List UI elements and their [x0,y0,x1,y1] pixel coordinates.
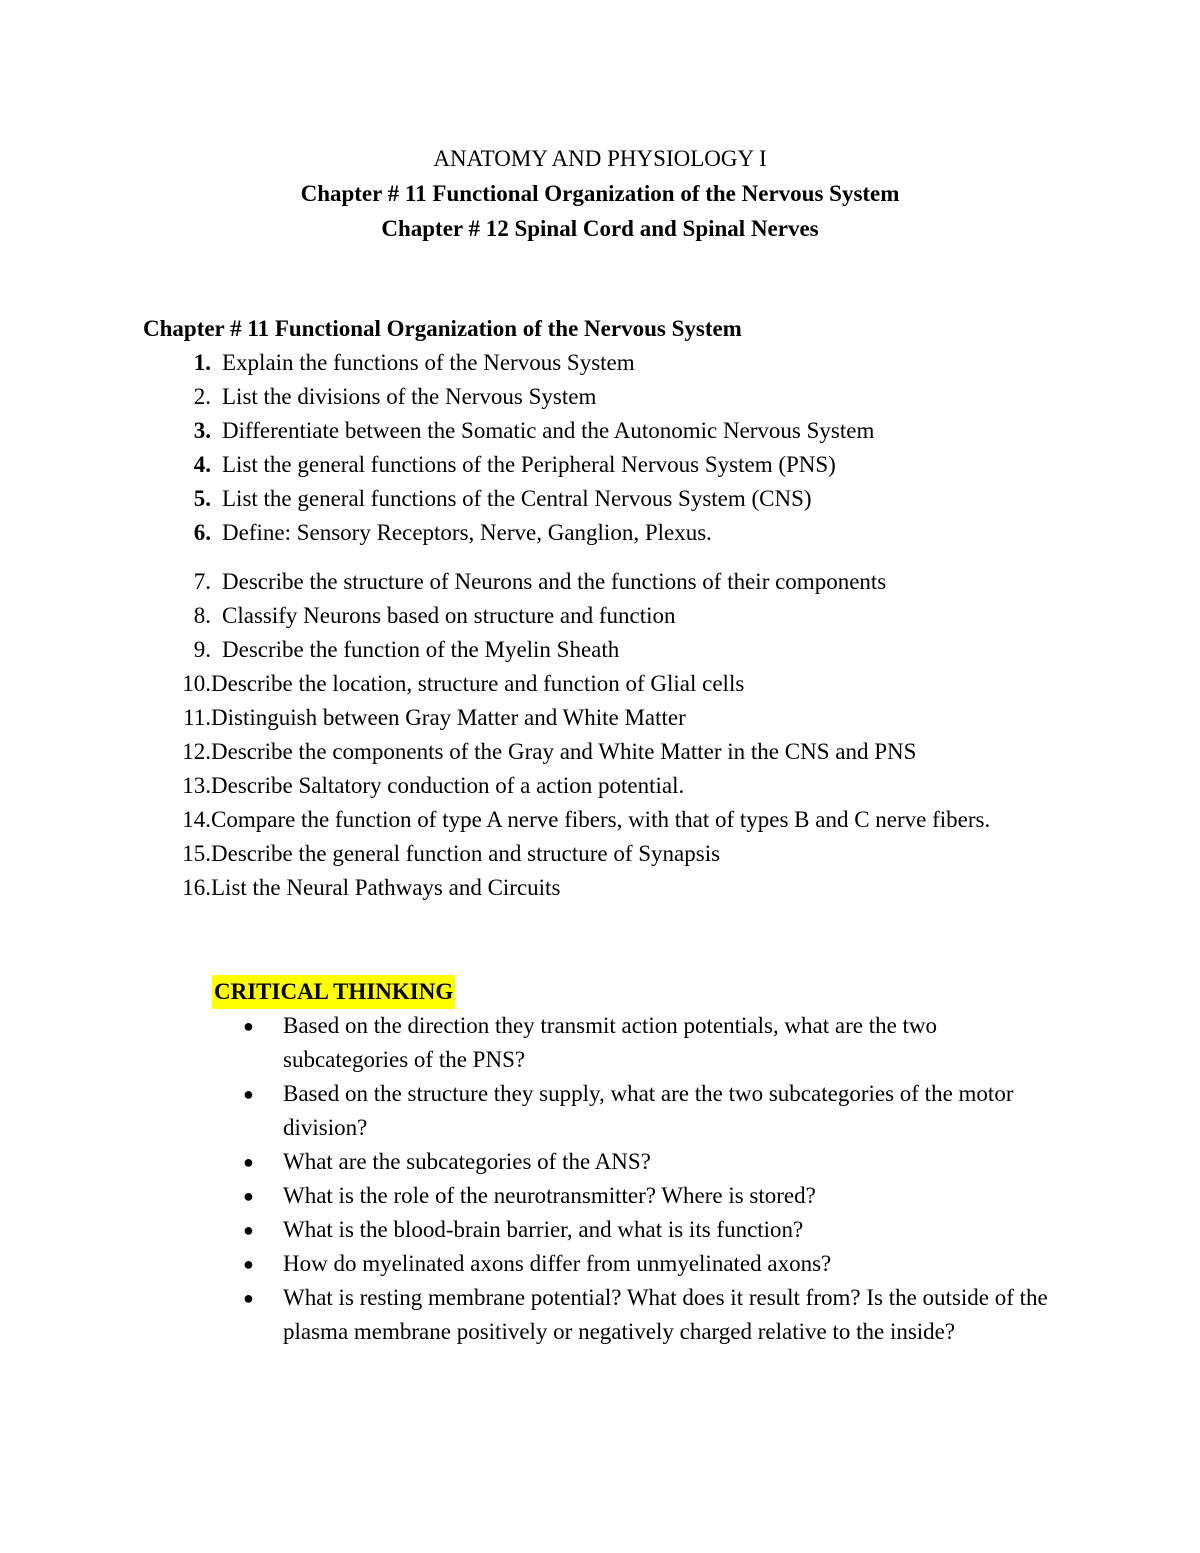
course-title: ANATOMY AND PHYSIOLOGY I [433,146,767,171]
objective-text: Explain the functions of the Nervous System [222,350,635,375]
bullet-icon: ● [243,1084,254,1104]
bullet-icon: ● [243,1186,254,1206]
objective-text: Compare the function of type A nerve fibers, with that of types B and C nerve fibers. [211,807,991,832]
objective-item [143,803,1073,837]
objective-item [143,871,1073,905]
question-text: What is the blood-brain barrier, and what is its function? [283,1217,804,1242]
objective-number: 15. [182,841,211,866]
objective-item [143,448,1073,482]
objective-text: Describe the components of the Gray and White Matter in the CNS and PNS [211,739,917,764]
objective-text: List the Neural Pathways and Circuits [211,875,561,900]
objective-item [143,667,1073,701]
objective-text: Describe the general function and structure of Synapsis [211,841,721,866]
objective-number: 11. [183,705,211,730]
question-text: How do myelinated axons differ from unmyelinated axons? [283,1251,832,1276]
question-item [243,1213,1053,1247]
question-item [243,1179,1053,1213]
objective-item [143,482,1073,516]
bullet-icon: ● [243,1152,254,1172]
objective-text: Describe the location, structure and function of Glial cells [211,671,745,696]
bullet-icon: ● [243,1254,254,1274]
objective-number: 1. [193,350,211,375]
objective-number: 2. [193,384,211,409]
bullet-icon: ● [243,1220,254,1240]
objective-number: 13. [182,773,211,798]
objective-number: 3. [193,418,211,443]
objective-item [143,599,1073,633]
objective-number: 10. [182,671,211,696]
objective-number: 5. [193,486,211,511]
objective-number: 9. [193,637,211,662]
question-text: What is the role of the neurotransmitter? Where is stored? [283,1183,816,1208]
objective-item [143,346,1073,380]
objective-text: List the divisions of the Nervous System [222,384,597,409]
objective-text: Differentiate between the Somatic and the Autonomic Nervous System [222,418,875,443]
objective-number: 7. [193,569,211,594]
objective-number: 12. [182,739,211,764]
objective-text: Define: Sensory Receptors, Nerve, Ganglion, Plexus. [222,520,712,545]
objective-text: Describe the function of the Myelin Sheath [222,637,620,662]
question-item [243,1247,1053,1281]
question-item [243,1281,1053,1349]
objective-number: 8. [193,603,211,628]
question-text: Based on the direction they transmit action potentials, what are the two subcategories of the PNS? [283,1013,938,1072]
objective-text: List the general functions of the Central Nervous System (CNS) [222,486,812,511]
objective-item [143,380,1073,414]
question-item [243,1077,1053,1145]
chapter-11-heading: Chapter # 11 Functional Organization of the Nervous System [300,181,900,206]
objective-number: 6. [193,520,211,545]
objective-text: List the general functions of the Peripheral Nervous System (PNS) [222,452,836,477]
critical-thinking-list [243,1009,1053,1349]
objective-item [143,735,1073,769]
objective-text: Describe Saltatory conduction of a action potential. [211,773,685,798]
objective-item [143,516,1073,550]
objective-text: Describe the structure of Neurons and the functions of their components [222,569,887,594]
bullet-icon: ● [243,1288,254,1308]
question-item [243,1009,1053,1077]
question-text: Based on the structure they supply, what are the two subcategories of the motor division? [283,1081,1014,1140]
question-text: What is resting membrane potential? What does it result from? Is the outside of the plasma membrane positively or negatively charged relative to the inside? [283,1285,1048,1344]
question-item [243,1145,1053,1179]
question-text: What are the subcategories of the ANS? [283,1149,651,1174]
section-title: Chapter # 11 Functional Organization of the Nervous System [143,316,742,341]
bullet-icon: ● [243,1016,254,1036]
objective-number: 4. [193,452,211,477]
objective-item [143,701,1073,735]
objective-number: 14. [182,807,211,832]
critical-thinking-heading: CRITICAL THINKING [212,975,455,1009]
objective-item [143,769,1073,803]
objective-text: Distinguish between Gray Matter and White Matter [211,705,686,730]
document-header [0,141,1200,246]
objectives-list [143,346,1073,905]
objective-item [143,414,1073,448]
objective-item [143,837,1073,871]
objective-item [143,633,1073,667]
objective-number: 16. [182,875,211,900]
objective-item [143,565,1073,599]
chapter-12-heading: Chapter # 12 Spinal Cord and Spinal Nerves [381,216,819,241]
objective-text: Classify Neurons based on structure and function [222,603,676,628]
